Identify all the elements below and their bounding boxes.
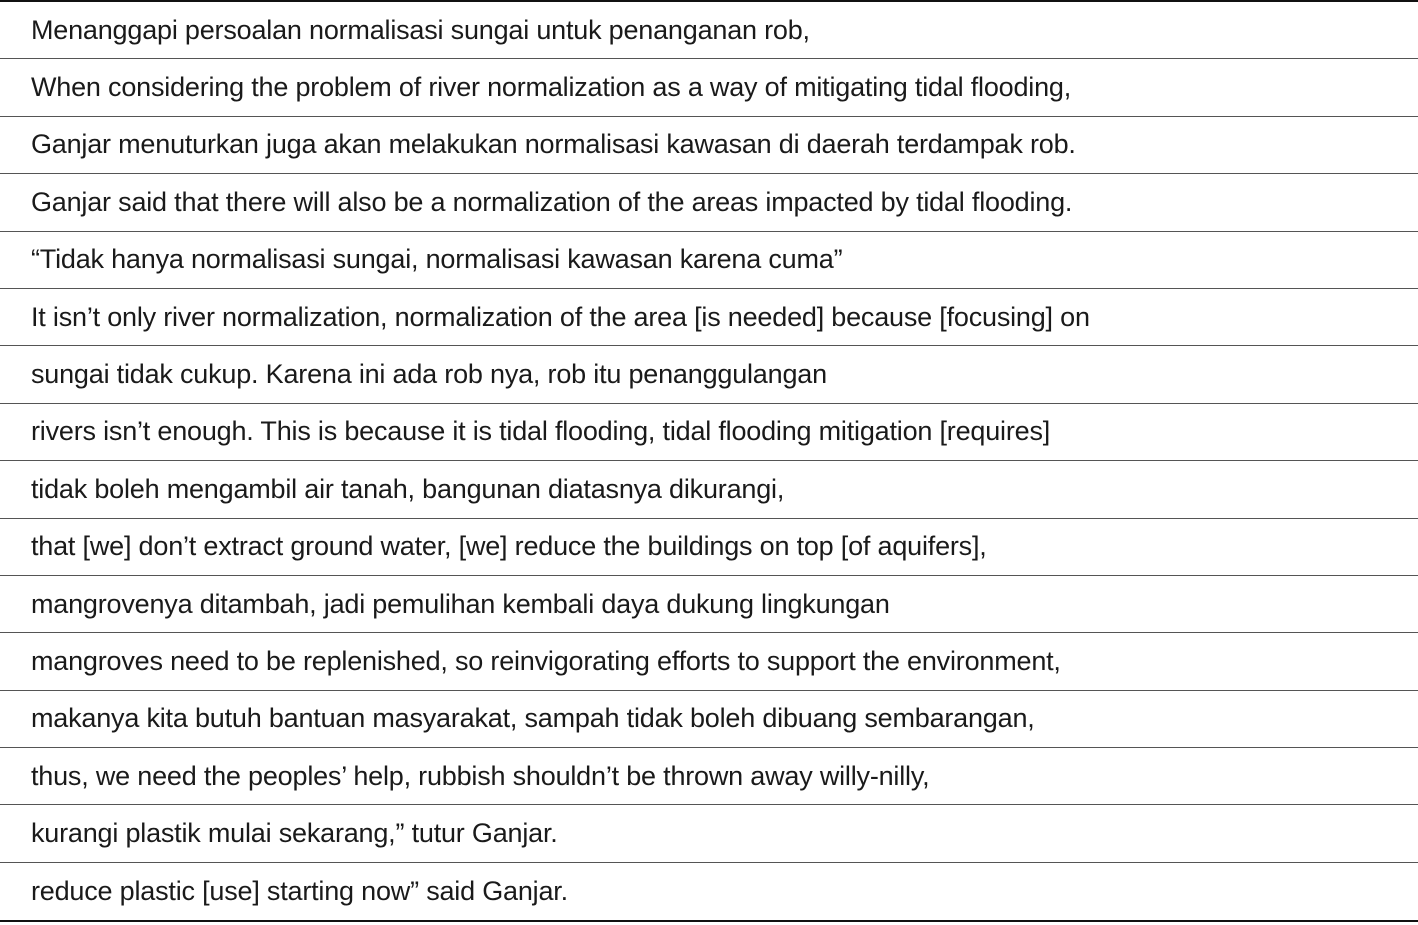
- table-row: makanya kita butuh bantuan masyarakat, sampah tidak boleh dibuang sembarangan,: [0, 691, 1418, 748]
- table-row: “Tidak hanya normalisasi sungai, normalisasi kawasan karena cuma”: [0, 232, 1418, 289]
- table-row: When considering the problem of river normalization as a way of mitigating tidal flooding,: [0, 59, 1418, 116]
- table-row: rivers isn’t enough. This is because it is tidal flooding, tidal flooding mitigation [requires]: [0, 404, 1418, 461]
- table-row: Ganjar said that there will also be a normalization of the areas impacted by tidal flooding.: [0, 174, 1418, 231]
- table-row: mangroves need to be replenished, so reinvigorating efforts to support the environment,: [0, 633, 1418, 690]
- table-row: Ganjar menuturkan juga akan melakukan normalisasi kawasan di daerah terdampak rob.: [0, 117, 1418, 174]
- table-row: that [we] don’t extract ground water, [we] reduce the buildings on top [of aquifers],: [0, 519, 1418, 576]
- table-row: sungai tidak cukup. Karena ini ada rob nya, rob itu penanggulangan: [0, 346, 1418, 403]
- table-row: thus, we need the peoples’ help, rubbish shouldn’t be thrown away willy-nilly,: [0, 748, 1418, 805]
- table-row: Menanggapi persoalan normalisasi sungai untuk penanganan rob,: [0, 2, 1418, 59]
- table-row: mangrovenya ditambah, jadi pemulihan kembali daya dukung lingkungan: [0, 576, 1418, 633]
- table-row: kurangi plastik mulai sekarang,” tutur Ganjar.: [0, 805, 1418, 862]
- table-row: tidak boleh mengambil air tanah, bangunan diatasnya dikurangi,: [0, 461, 1418, 518]
- table-row: It isn’t only river normalization, normalization of the area [is needed] because [focusing] on: [0, 289, 1418, 346]
- table-row: reduce plastic [use] starting now” said Ganjar.: [31, 876, 568, 907]
